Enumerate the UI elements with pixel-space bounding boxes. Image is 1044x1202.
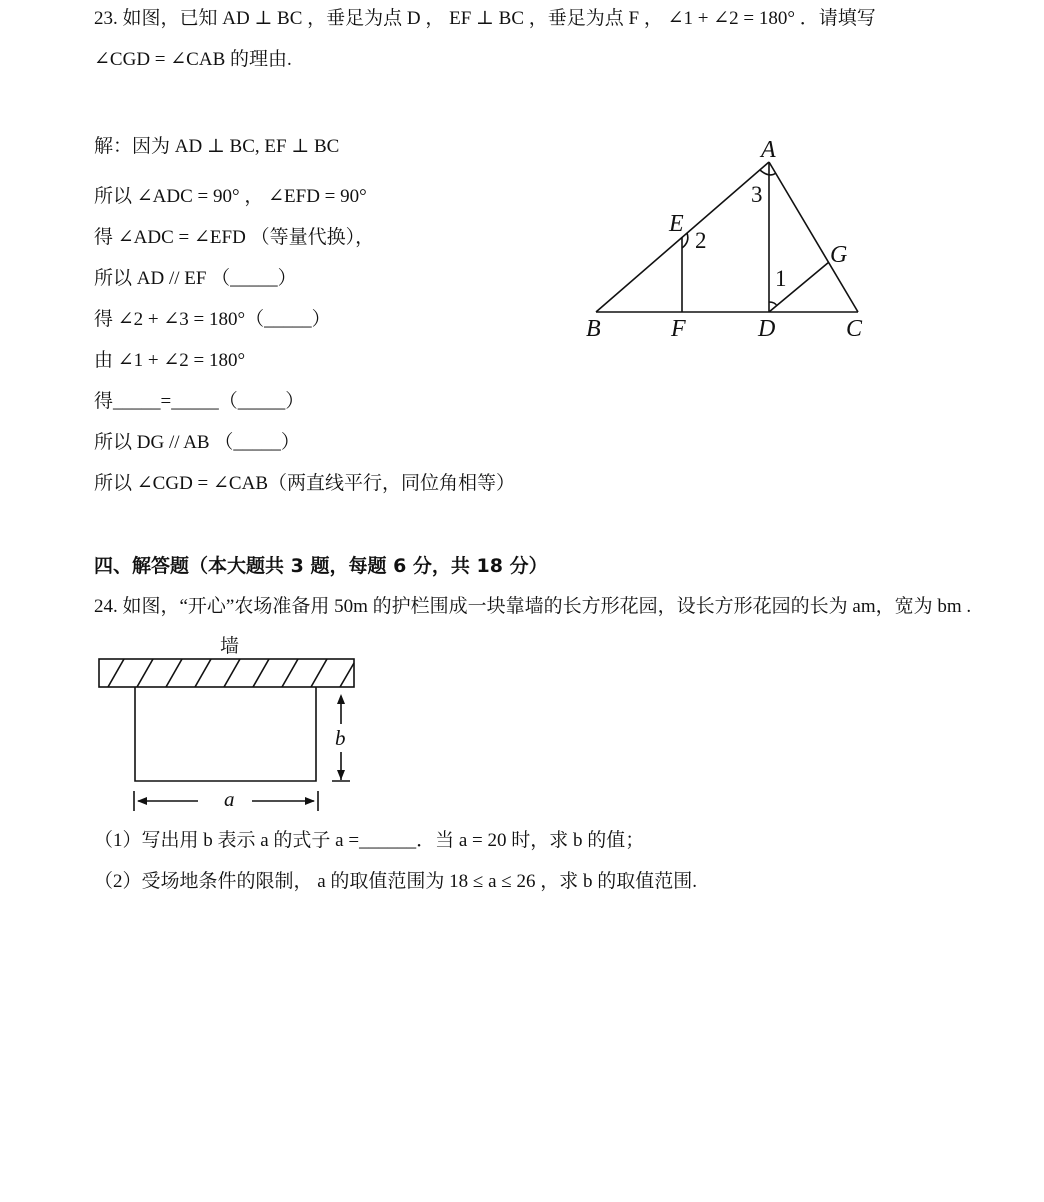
q24-garden-figure <box>94 628 364 818</box>
q23-solution-line-1: 解：因为 AD ⊥ BC, EF ⊥ BC <box>94 136 340 157</box>
q24-part-2: （2）受场地条件的限制， a 的取值范围为 18 ≤ a ≤ 26 ，求 b 的取值范围. <box>94 871 697 892</box>
label-angle-2: 2 <box>695 228 707 253</box>
label-a: A <box>761 137 776 163</box>
label-f: F <box>671 316 686 342</box>
label-a-dim: a <box>224 787 235 811</box>
label-wall: 墙 <box>220 635 240 657</box>
label-g: G <box>830 242 848 268</box>
q24-statement: 24. 如图，“开心”农场准备用 50m 的护栏围成一块靠墙的长方形花园，设长方形花园的长为 am，宽为 bm . <box>94 596 972 617</box>
label-angle-1: 1 <box>775 266 787 291</box>
label-b: B <box>586 316 601 342</box>
q23-solution-line-3: 得 ∠ADC = ∠EFD （等量代换）， <box>94 227 375 248</box>
q23-solution-line-9: 所以 ∠CGD = ∠CAB（两直线平行，同位角相等） <box>94 473 515 494</box>
q23-solution-line-8: 所以 DG // AB （_____） <box>94 432 300 453</box>
section-4-heading: 四、解答题（本大题共 3 题，每题 6 分，共 18 分） <box>94 555 548 577</box>
q23-solution-line-6: 由 ∠1 + ∠2 = 180° <box>94 350 246 371</box>
q23-solution-line-7: 得_____=_____（_____） <box>94 391 305 412</box>
q24-part-1: （1）写出用 b 表示 a 的式子 a =______．当 a = 20 时，求 b 的值； <box>94 830 645 851</box>
q23-triangle-figure <box>580 130 880 345</box>
q23-solution-line-4: 所以 AD // EF （_____） <box>94 268 297 289</box>
label-angle-3: 3 <box>751 182 763 207</box>
label-e: E <box>669 211 684 237</box>
q23-solution-line-5: 得 ∠2 + ∠3 = 180°（_____） <box>94 309 331 330</box>
label-b-dim: b <box>335 726 346 750</box>
angle-arc-1 <box>769 302 777 306</box>
label-c: C <box>846 316 863 342</box>
q23-statement-line1: 23. 如图，已知 AD ⊥ BC ，垂足为点 D ， EF ⊥ BC ，垂足为点 F ， ∠1 + ∠2 = 180° ．请填写 <box>94 8 876 29</box>
garden-fence <box>135 687 316 781</box>
q23-statement-line2: ∠CGD = ∠CAB 的理由. <box>94 49 292 70</box>
q23-solution-line-2: 所以 ∠ADC = 90° ， ∠EFD = 90° <box>94 186 367 207</box>
label-d: D <box>758 316 776 342</box>
